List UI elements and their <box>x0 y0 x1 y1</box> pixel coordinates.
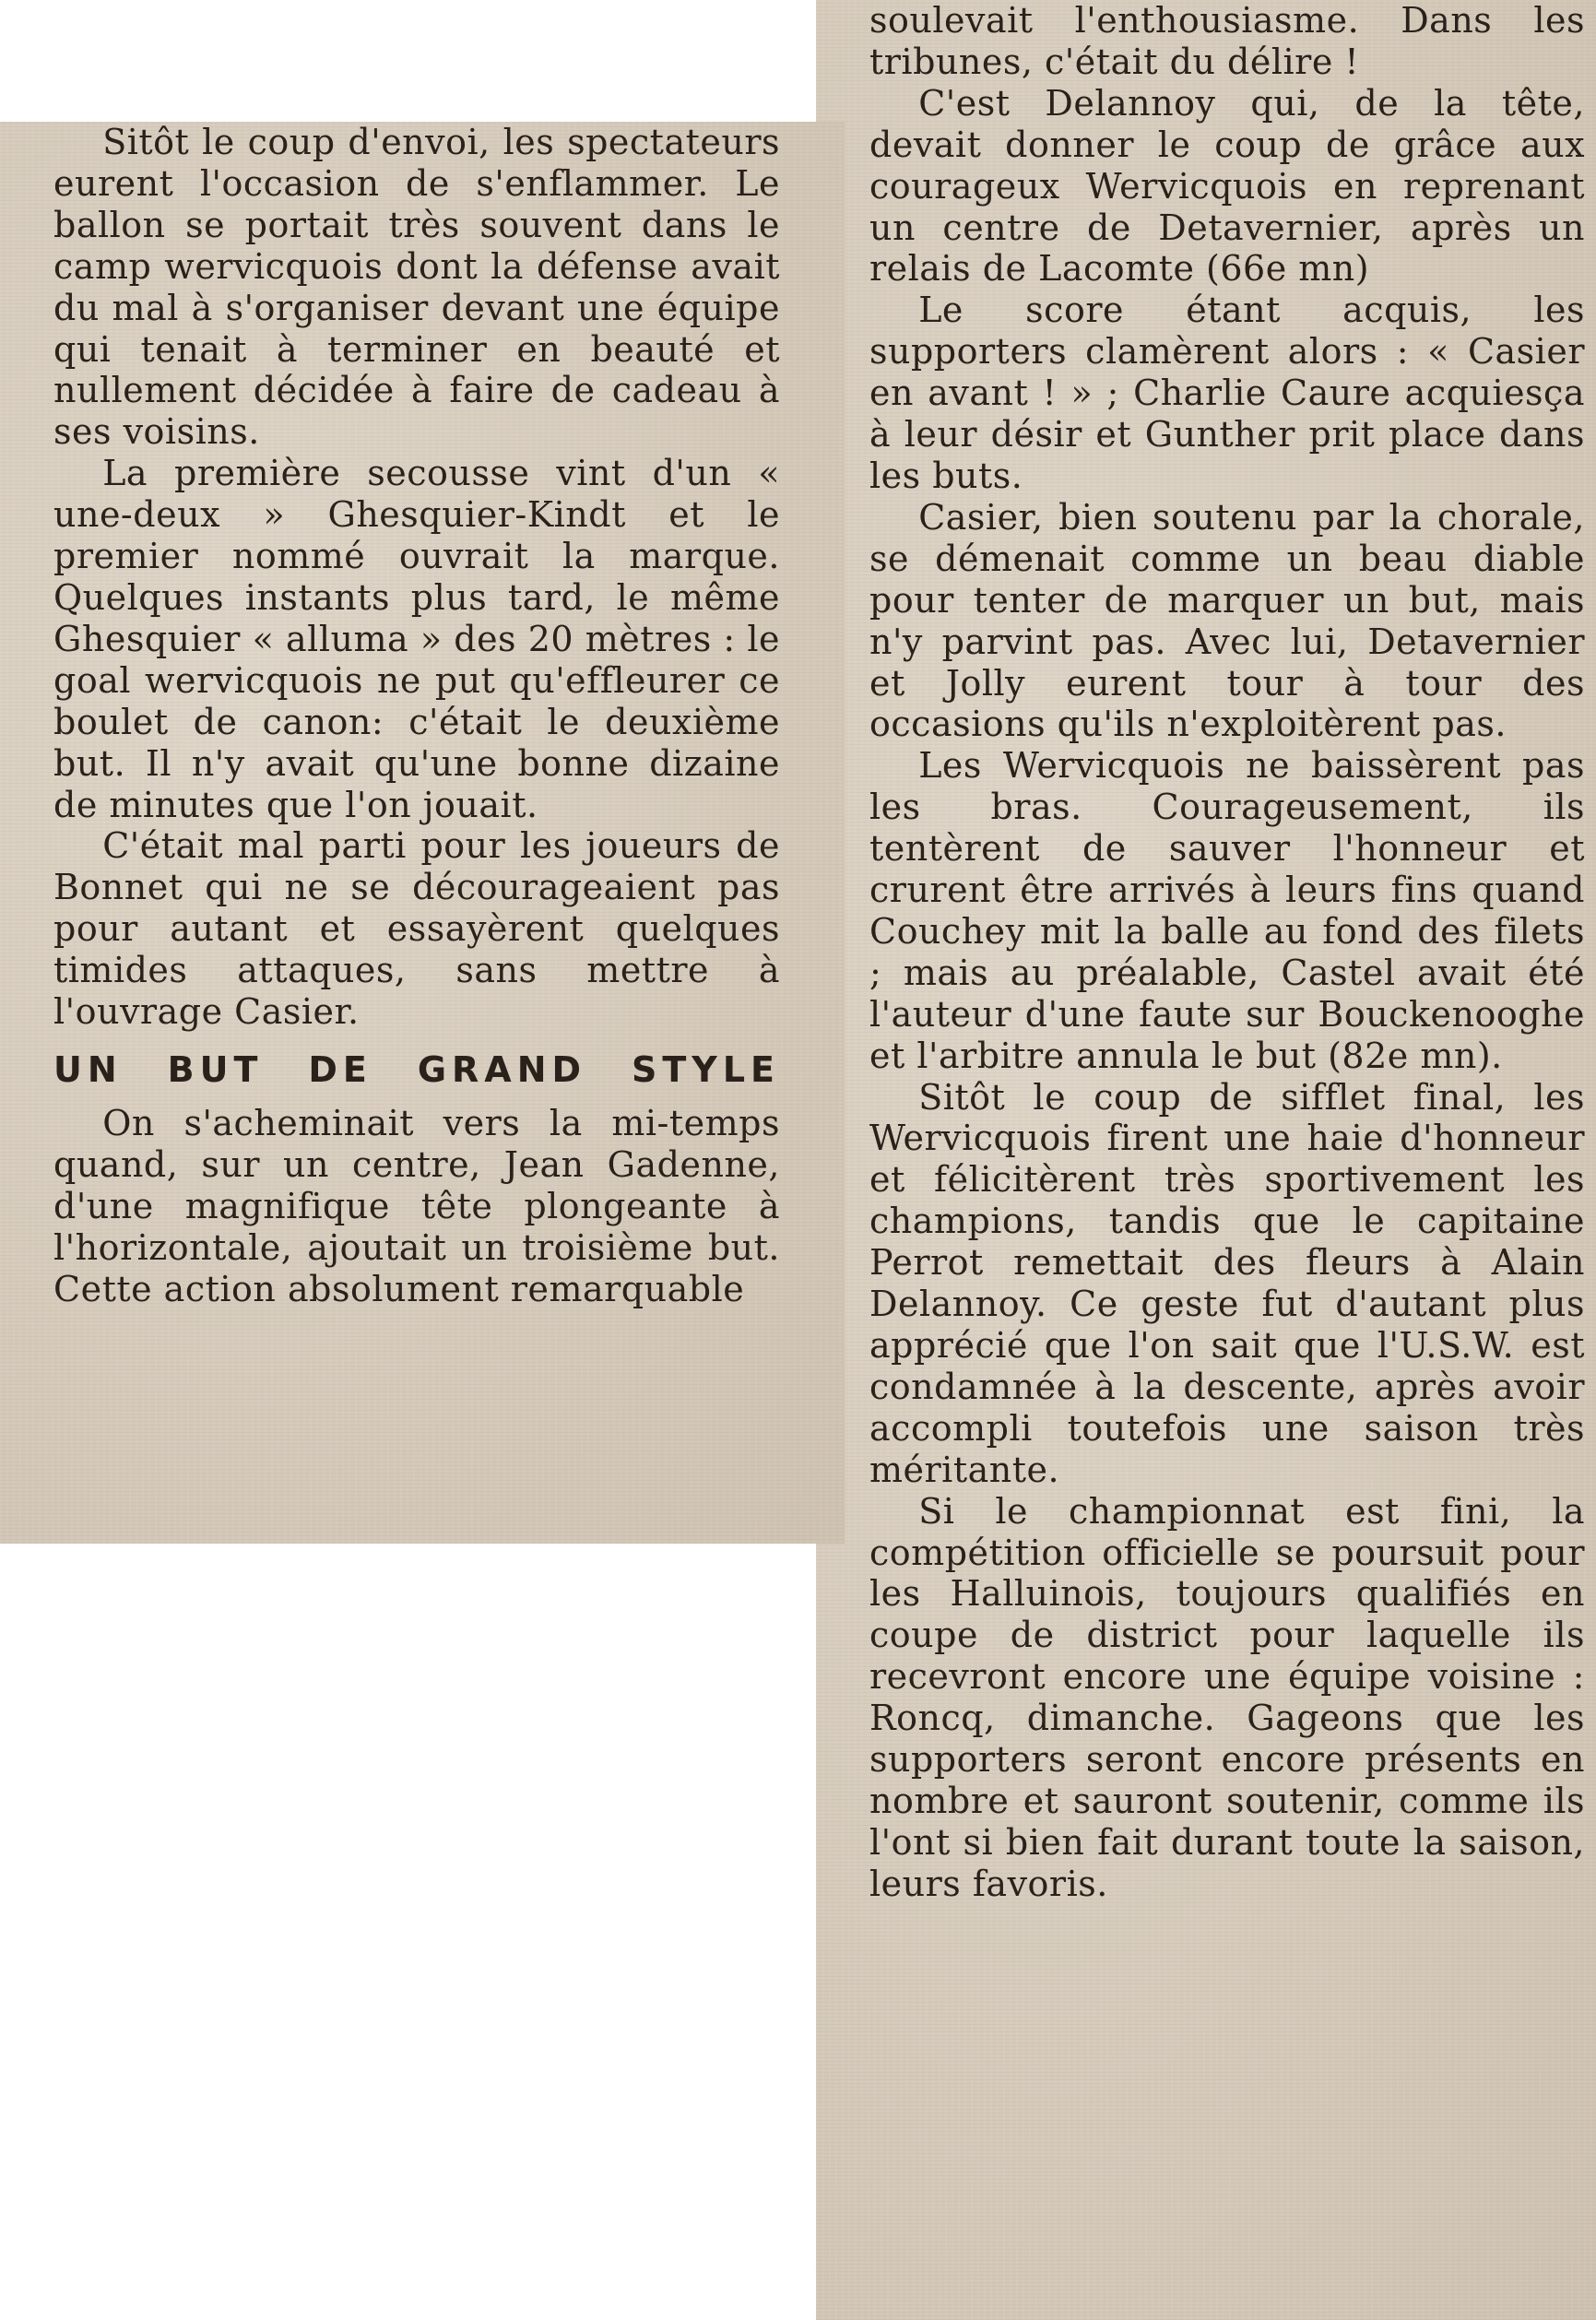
paragraph: Sitôt le coup d'envoi, les spectateurs eurent l'occasion de s'enflammer. Le ballon se portait très souvent dans le camp wervicquois dont la défense avait du mal à s'organiser devant une équipe qui tenait à terminer en beauté et nullement décidée à faire de cadeau à ses voisins. <box>53 122 780 453</box>
right-column <box>816 0 1596 2320</box>
paragraph: Sitôt le coup de sifflet final, les Wervicquois firent une haie d'honneur et félicitèrent très sportivement les champions, tandis que le capitaine Perrot remettait des fleurs à Alain Delannoy. Ce geste fut d'autant plus apprécié que l'on sait que l'U.S.W. est condamnée à la descente, après avoir accompli toutefois une saison très méritante. <box>869 1076 1585 1490</box>
paragraph: C'est Delannoy qui, de la tête, devait donner le coup de grâce aux courageux Wervicquois en reprenant un centre de Detavernier, après un relais de Lacomte (66e mn) <box>869 82 1585 290</box>
left-column <box>0 122 845 1544</box>
paragraph: Si le championnat est fini, la compétition officielle se poursuit pour les Halluinois, toujours qualifiés en coupe de district pour laquelle ils recevront encore une équipe voisine : Roncq, dimanche. Gageons que les supporters seront encore présents en nombre et sauront soutenir, comme ils l'ont si bien fait durant toute la saison, leurs favoris. <box>869 1490 1585 1904</box>
paragraph: Les Wervicquois ne baissèrent pas les bras. Courageusement, ils tentèrent de sauver l'honneur et crurent être arrivés à leurs fins quand Couchey mit la balle au fond des filets ; mais au préalable, Castel avait été l'auteur d'une faute sur Bouckenooghe et l'arbitre annula le but (82e mn). <box>869 745 1585 1076</box>
paragraph: Casier, bien soutenu par la chorale, se démenait comme un beau diable pour tenter de marquer un but, mais n'y parvint pas. Avec lui, Detavernier et Jolly eurent tour à tour des occasions qu'ils n'exploitèrent pas. <box>869 496 1585 745</box>
paragraph: Le score étant acquis, les supporters clamèrent alors : « Casier en avant ! » ; Charlie Caure acquiesça à leur désir et Gunther prit place dans les buts. <box>869 290 1585 496</box>
paragraph: On s'acheminait vers la mi-temps quand, sur un centre, Jean Gadenne, d'une magnifique tête plongeante à l'horizontale, ajoutait un troisième but. Cette action absolument remarquable <box>53 1102 780 1309</box>
paragraph: La première secousse vint d'un « une-deux » Ghesquier-Kindt et le premier nommé ouvrait la marque. Quelques instants plus tard, le même Ghesquier « alluma » des 20 mètres : le goal wervicquois ne put qu'effleurer ce boulet de canon: c'était le deuxième but. Il n'y avait qu'une bonne dizaine de minutes que l'on jouait. <box>53 453 780 825</box>
paragraph: C'était mal parti pour les joueurs de Bonnet qui ne se décourageaient pas pour autant et essayèrent quelques timides attaques, sans mettre à l'ouvrage Casier. <box>53 825 780 1033</box>
paragraph: soulevait l'enthousiasme. Dans les tribunes, c'était du délire ! <box>869 0 1585 82</box>
subheading: UN BUT DE GRAND STYLE <box>53 1048 780 1090</box>
